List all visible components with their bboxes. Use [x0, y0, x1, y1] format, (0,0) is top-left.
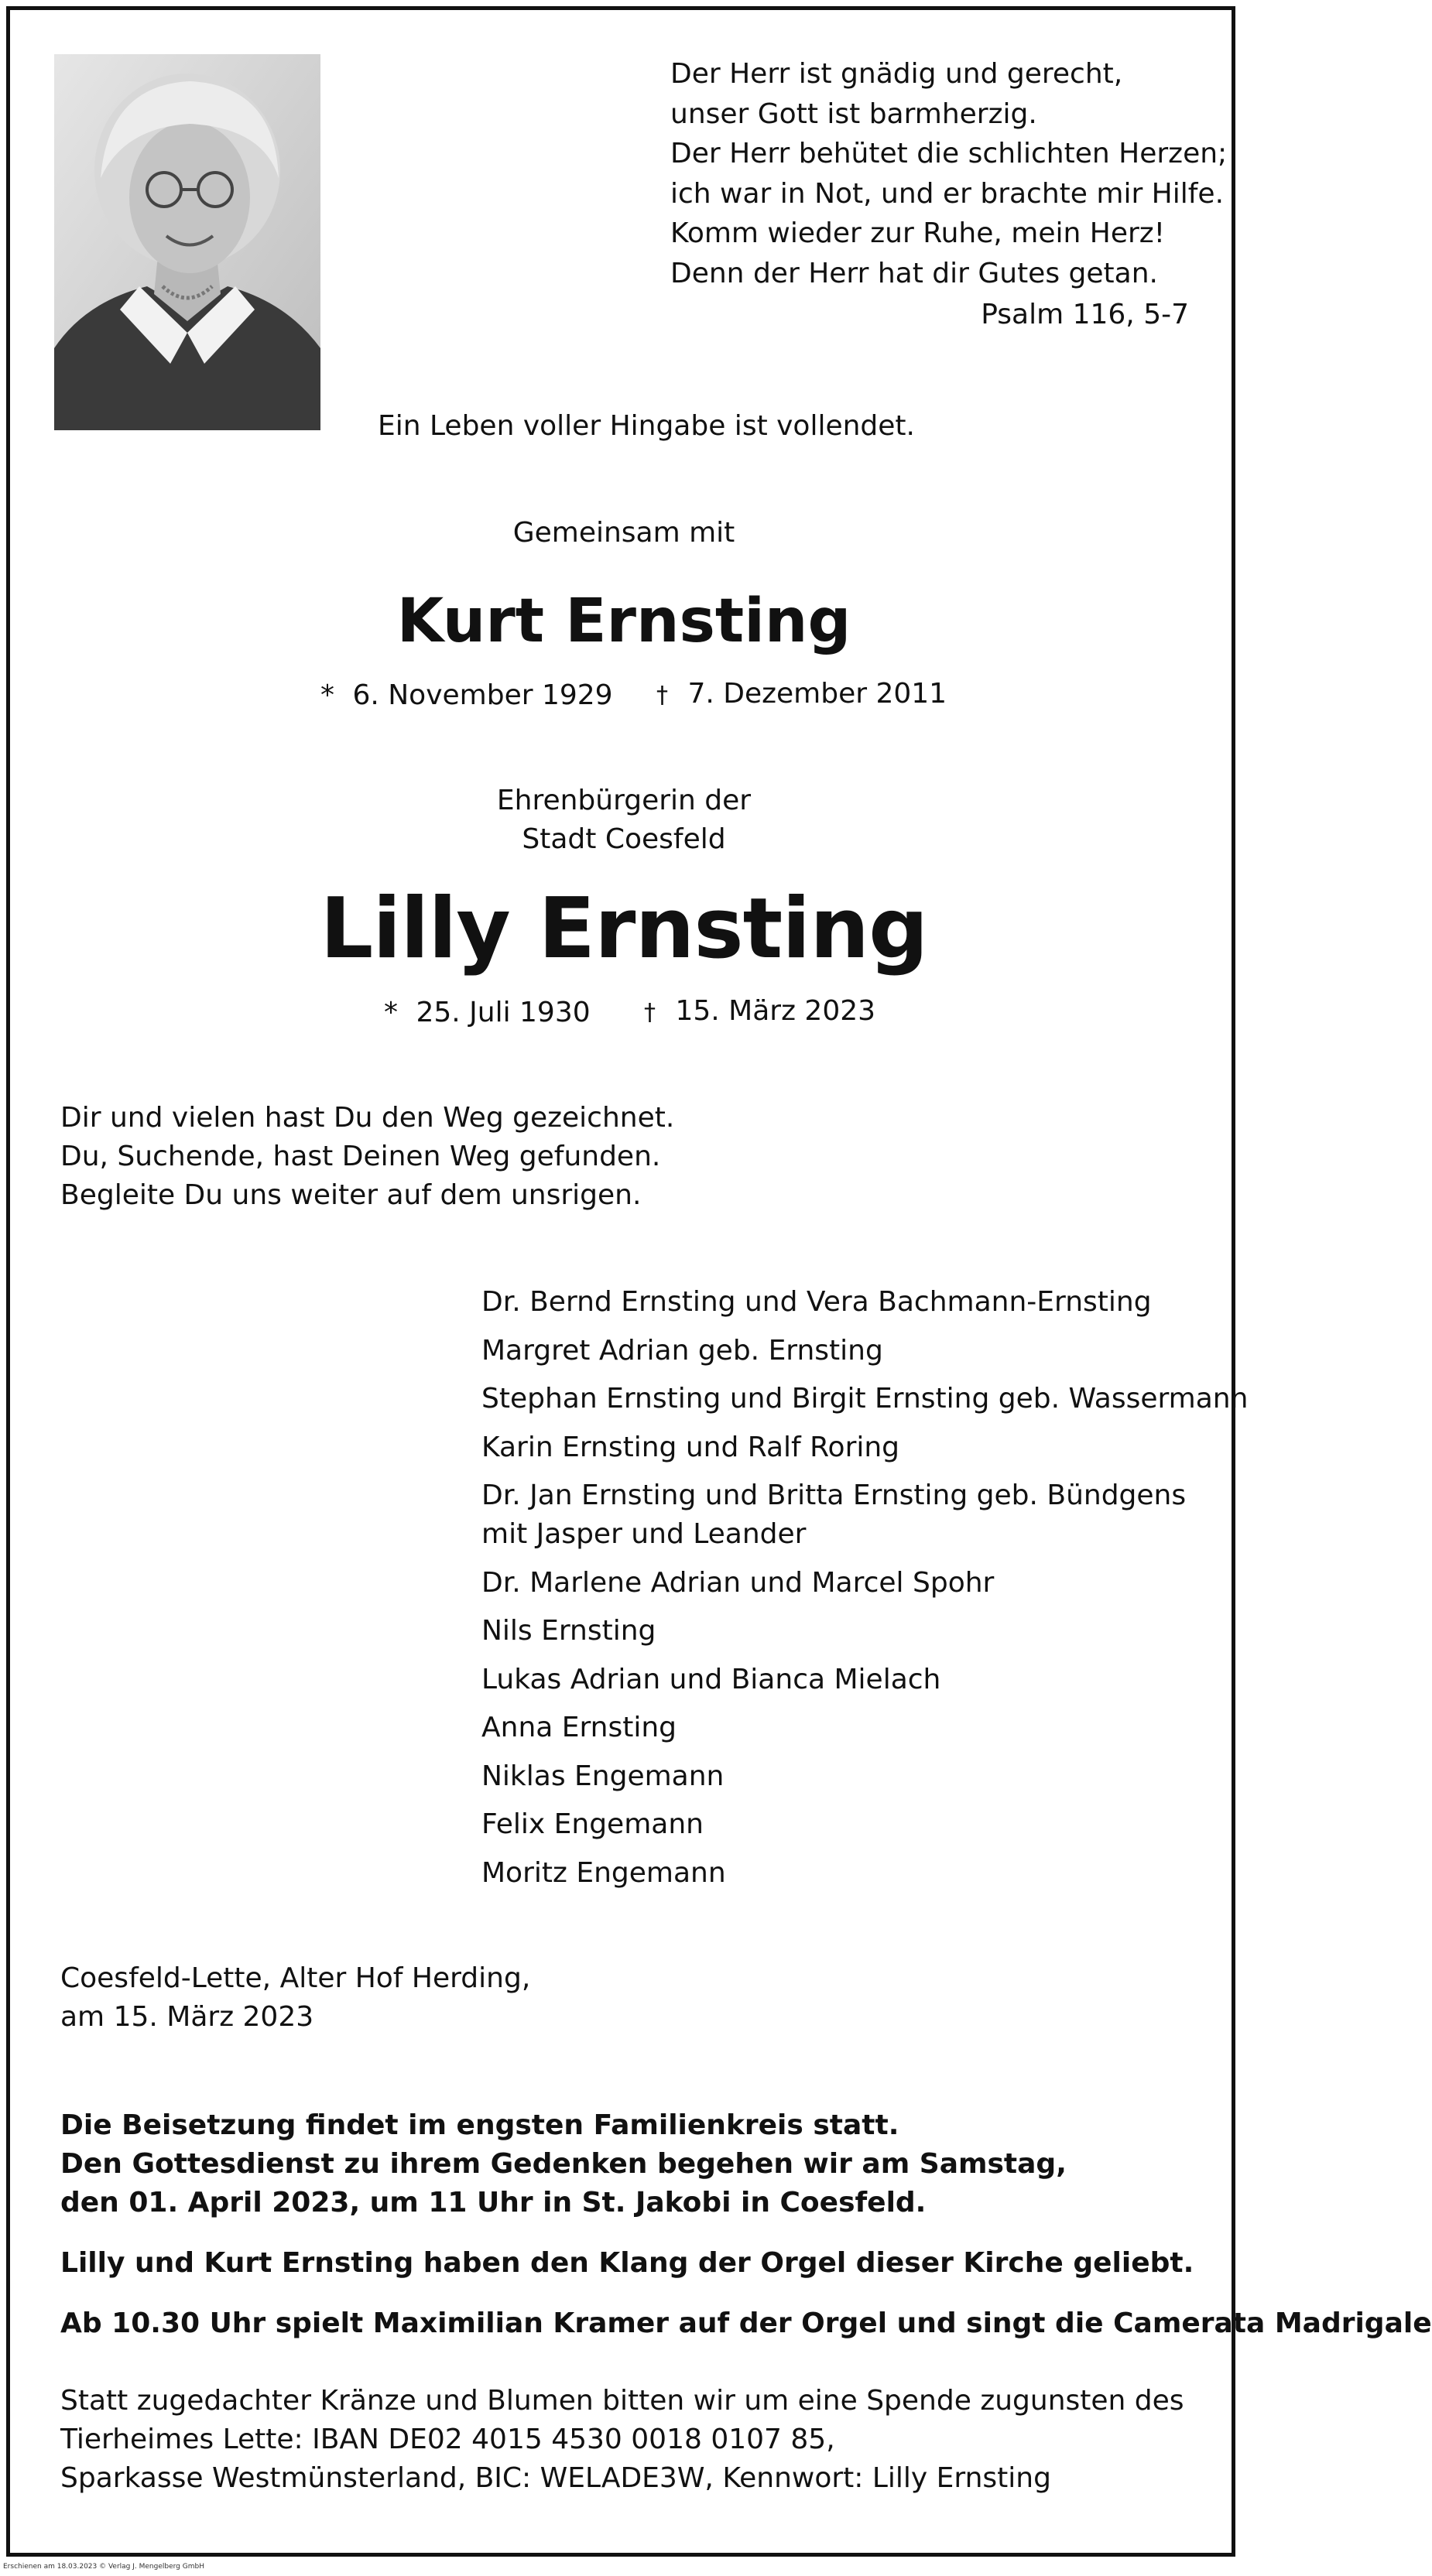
kurt-birth	[320, 679, 613, 711]
donation-line: Tierheimes Lette: IBAN DE02 4015 4530 0018 0107 85,	[60, 2424, 835, 2455]
funeral-line: Die Beisetzung findet im engsten Familienkreis statt.	[60, 2109, 899, 2141]
motto-line: Du, Suchende, hast Deinen Weg gefunden.	[60, 1141, 661, 1172]
mourner: Anna Ernsting	[481, 1712, 677, 1743]
mourner: mit Jasper und Leander	[481, 1518, 807, 1550]
donation-line: Statt zugedachter Kränze und Blumen bitten wir um eine Spende zugunsten des	[60, 2385, 1184, 2417]
portrait-photo	[54, 54, 320, 430]
mourner: Felix Engemann	[481, 1808, 704, 1840]
organ-note: Lilly und Kurt Ernsting haben den Klang der Orgel dieser Kirche geliebt.	[60, 2247, 1194, 2279]
motto-line: Dir und vielen hast Du den Weg gezeichnet.	[60, 1102, 675, 1134]
mourner: Margret Adrian geb. Ernsting	[481, 1334, 883, 1367]
lilly-name: Lilly Ernsting	[320, 881, 928, 977]
psalm-line: unser Gott ist barmherzig.	[670, 97, 1037, 130]
honorary-line-1: Ehrenbürgerin der	[496, 785, 752, 816]
mourners-list	[481, 1283, 1248, 1902]
place-line: Coesfeld-Lette, Alter Hof Herding,	[60, 1962, 531, 1994]
psalm-line: Der Herr ist gnädig und gerecht,	[670, 58, 1123, 90]
date-line: am 15. März 2023	[60, 2001, 314, 2033]
mourner: Stephan Ernsting und Birgit Ernsting geb. Wassermann	[481, 1383, 1249, 1415]
funeral-info	[60, 2106, 1067, 2222]
funeral-line: Den Gottesdienst zu ihrem Gedenken begehen wir am Samstag,	[60, 2148, 1067, 2180]
psalm-quote	[670, 54, 1228, 293]
kurt-name: Kurt Ernsting	[396, 587, 851, 656]
honorary-line-2: Stadt Coesfeld	[522, 823, 726, 855]
birth-symbol: *	[320, 679, 334, 711]
donation-line: Sparkasse Westmünsterland, BIC: WELADE3W, Kennwort: Lilly Ernsting	[60, 2462, 1051, 2494]
lilly-death	[644, 995, 875, 1027]
mourner: Dr. Bernd Ernsting und Vera Bachmann-Ernsting	[481, 1286, 1152, 1318]
mourner: Moritz Engemann	[481, 1856, 726, 1889]
donation-info	[60, 2382, 1184, 2498]
psalm-line: Der Herr behütet die schlichten Herzen;	[670, 138, 1228, 169]
publication-footer: Erschienen am 18.03.2023 © Verlag J. Mengelberg GmbH	[3, 2563, 204, 2571]
mourner: Dr. Marlene Adrian und Marcel Spohr	[481, 1566, 995, 1599]
birth-symbol: *	[384, 997, 398, 1028]
lilly-birth-date: 25. Juli 1930	[416, 997, 591, 1028]
intro-text: Ein Leben voller Hingabe ist vollendet.	[378, 410, 915, 442]
together-with-text: Gemeinsam mit	[512, 517, 735, 549]
place-date	[60, 1959, 530, 2037]
mourner: Lukas Adrian und Bianca Mielach	[481, 1663, 941, 1695]
music-note: Ab 10.30 Uhr spielt Maximilian Kramer auf der Orgel und singt die Camerata Madrigale	[60, 2307, 1432, 2339]
death-symbol: †	[644, 999, 656, 1026]
psalm-line: Denn der Herr hat dir Gutes getan.	[670, 257, 1158, 289]
kurt-birth-date: 6. November 1929	[352, 679, 613, 711]
lilly-birth	[384, 997, 591, 1028]
mourner: Nils Ernsting	[481, 1615, 656, 1647]
kurt-death	[656, 678, 947, 710]
funeral-line: den 01. April 2023, um 11 Uhr in St. Jakobi in Coesfeld.	[60, 2187, 927, 2219]
motto-line: Begleite Du uns weiter auf dem unsrigen.	[60, 1179, 642, 1211]
death-symbol: †	[656, 682, 668, 709]
mourner: Karin Ernsting und Ralf Roring	[481, 1431, 900, 1463]
mourner: Dr. Jan Ernsting und Britta Ernsting geb. Bündgens	[481, 1480, 1187, 1511]
lilly-death-date: 15. März 2023	[675, 995, 876, 1027]
mourner: Niklas Engemann	[481, 1760, 725, 1792]
kurt-death-date: 7. Dezember 2011	[687, 678, 947, 710]
psalm-line: Komm wieder zur Ruhe, mein Herz!	[670, 217, 1166, 249]
psalm-line: ich war in Not, und er brachte mir Hilfe.	[670, 177, 1225, 210]
motto	[60, 1099, 674, 1215]
psalm-reference: Psalm 116, 5-7	[981, 299, 1189, 330]
